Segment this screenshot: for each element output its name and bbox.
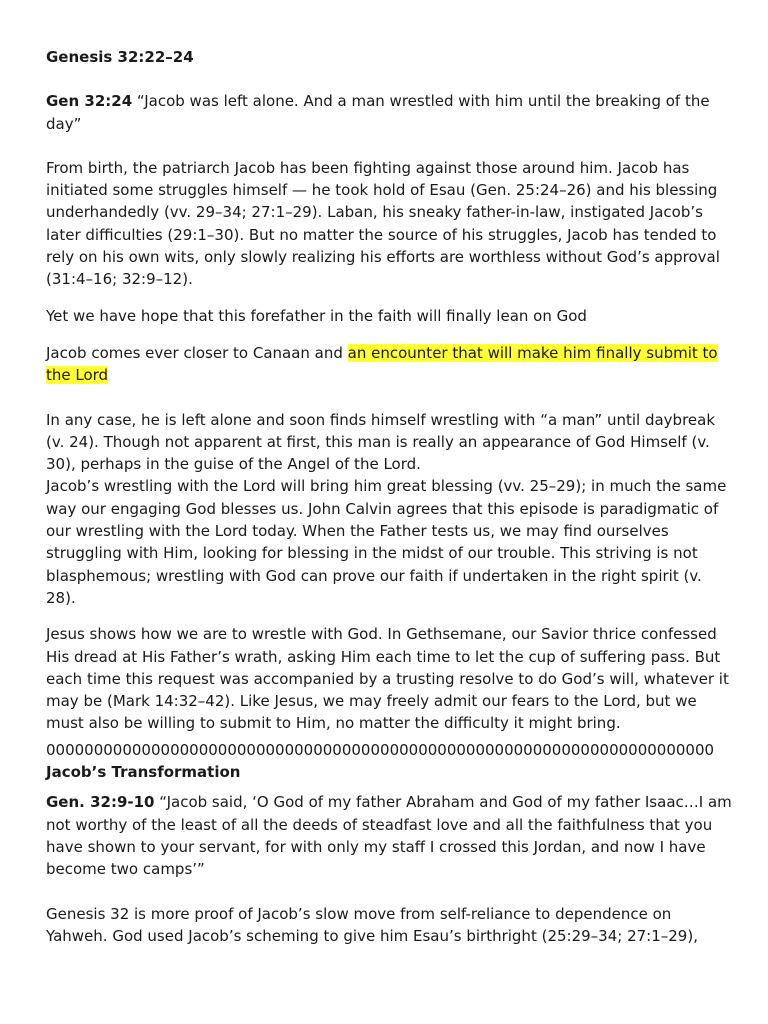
highlighted-text: an encounter that will make him finally submit to the Lord bbox=[46, 343, 718, 385]
paragraph-alone: In any case, he is left alone and soon finds himself wrestling with “a man” until daybreak (v. 24). Though not apparent at first, this man is really an appearance of God Himself (v. 30), perhaps in the guise of the Angel of the Lord. bbox=[46, 410, 716, 474]
verse-text: “Jacob said, ‘O God of my father Abraham and God of my father Isaac…I am not worthy of the least of all the deeds of steadfast love and all the faithfulness that you have shown to your servant, for with only my staff I crossed this Jordan, and now I have become two camps’” bbox=[46, 793, 732, 879]
separator-line: 0000000000000000000000000000000000000000000000000000000000000000000000 bbox=[46, 740, 715, 759]
paragraph-wrestling: Jacob’s wrestling with the Lord will bring him great blessing (vv. 25–29); in much the same way our engaging God blesses us. John Calvin agrees that this episode is paradigmatic of our wrestling with the Lord today. When the Father tests us, we may find ourselves struggling with Him, looking for blessing in the midst of our trouble. This striving is not blasphemous; wrestling with God can prove our faith if undertaken in the right spirit (v. 28). bbox=[46, 477, 727, 607]
heading-genesis: Genesis 32:22–24 bbox=[46, 48, 194, 66]
paragraph-jesus: Jesus shows how we are to wrestle with God. In Gethsemane, our Savior thrice confessed His dread at His Father’s wrath, asking Him each time to let the cup of suffering pass. But each time this request was accompanied by a trusting resolve to do God’s will, whatever it may be (Mark 14:32–42). Like Jesus, we may freely admit our fears to the Lord, but we must also be willing to submit to Him, no matter the difficulty it might bring. bbox=[46, 625, 729, 733]
heading-transformation: Jacob’s Transformation bbox=[46, 763, 241, 782]
verse-text: “Jacob was left alone. And a man wrestled with him until the breaking of the day” bbox=[46, 92, 710, 133]
verse-ref: Gen 32:24 bbox=[46, 92, 133, 111]
paragraph-canaan bbox=[46, 342, 736, 387]
verse-ref: Gen. 32:9-10 bbox=[46, 793, 155, 812]
paragraph-hope: Yet we have hope that this forefather in the faith will finally lean on God bbox=[46, 306, 587, 325]
verse-gen-32-24 bbox=[46, 90, 736, 135]
paragraph-birth: From birth, the patriarch Jacob has been fighting against those around him. Jacob has initiated some struggles himself — he took hold of Esau (Gen. 25:24–26) and his blessing underhandedly (vv. 29–34; 27:1–29). Laban, his sneaky father-in-law, instigated Jacob’s later difficulties (29:1–30). But no matter the source of his struggles, Jacob has tended to rely on his own wits, only slowly realizing his efforts are worthless without God’s approval (31:4–16; 32:9–12). bbox=[46, 158, 720, 289]
paragraph-canaan-text: Jacob comes ever closer to Canaan and bbox=[46, 343, 348, 362]
verse-gen-32-9-10 bbox=[46, 791, 736, 880]
document-body bbox=[46, 46, 736, 947]
paragraph-genesis-32: Genesis 32 is more proof of Jacob’s slow move from self-reliance to dependence on Yahweh. God used Jacob’s scheming to give him Esau’s birthright (25:29–34; 27:1–29), bbox=[46, 904, 698, 945]
